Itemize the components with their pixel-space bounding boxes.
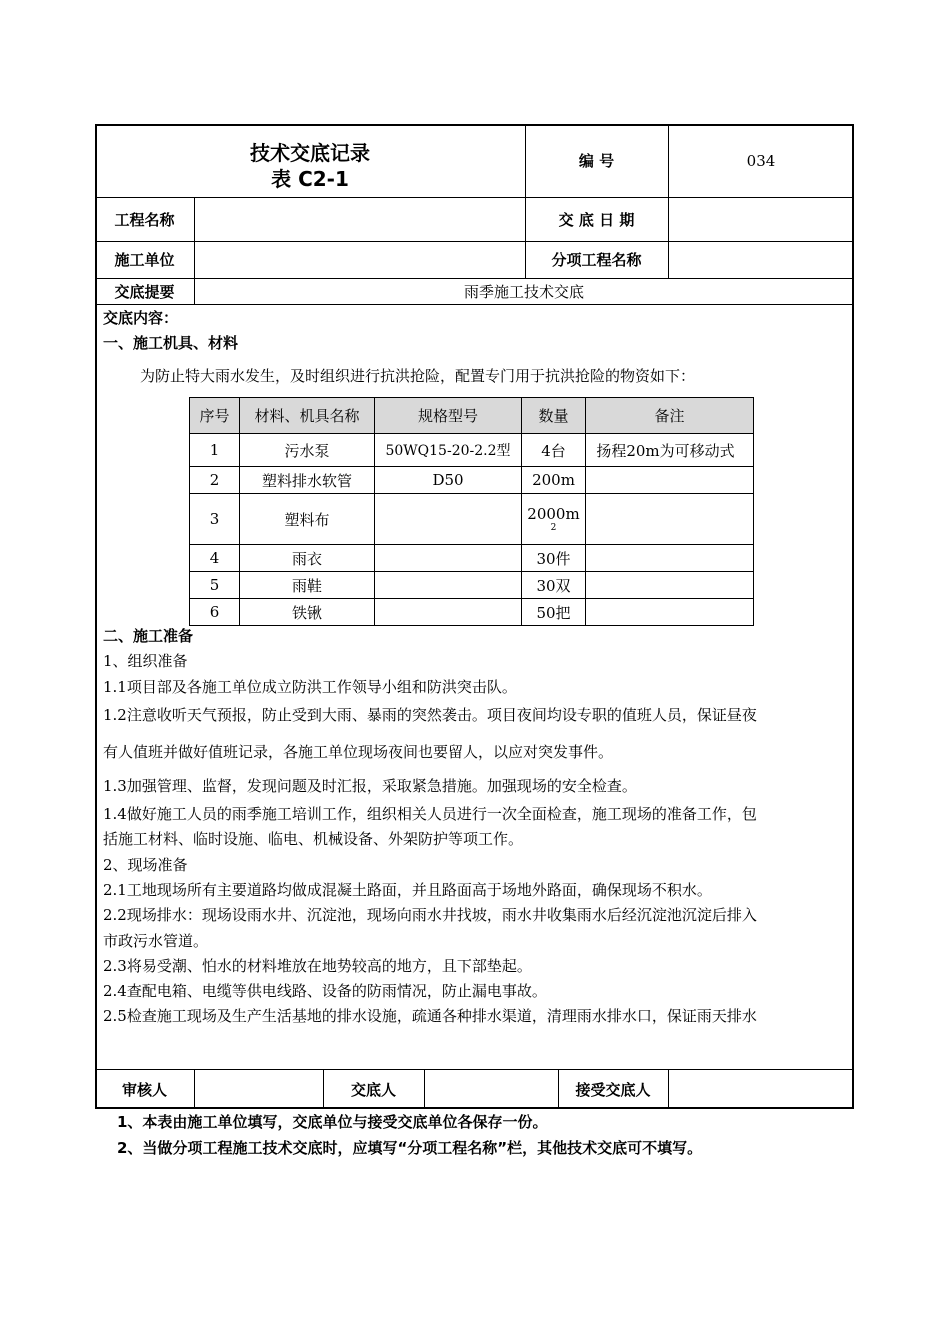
cell-note: 扬程20m为可移动式 xyxy=(586,434,754,467)
col-header: 数量 xyxy=(522,398,586,434)
intro-text: 为防止特大雨水发生，及时组织进行抗洪抢险，配置专门用于抗洪抢险的物资如下： xyxy=(140,367,696,385)
cell-qty: 4台 xyxy=(522,434,586,467)
cell-qty: 200m xyxy=(522,467,586,494)
section1-title: 一、施工机具、材料 xyxy=(103,334,239,352)
paragraph: 1.4做好施工人员的雨季施工培训工作，组织相关人员进行一次全面检查，施工现场的准备工作，包 xyxy=(103,805,757,823)
receiver-field[interactable] xyxy=(668,1069,854,1109)
date-label: 交 底 日 期 xyxy=(558,210,635,229)
col-header: 序号 xyxy=(190,398,240,434)
cell-note xyxy=(586,467,754,494)
cell-note xyxy=(586,599,754,626)
cell-no: 3 xyxy=(190,494,240,545)
cell-no: 2 xyxy=(190,467,240,494)
reviewer-field[interactable] xyxy=(194,1069,323,1109)
paragraph: 市政污水管道。 xyxy=(103,932,209,950)
cell-name: 塑料排水软管 xyxy=(240,467,375,494)
discloser-field[interactable] xyxy=(424,1069,558,1109)
cell-name: 塑料布 xyxy=(240,494,375,545)
table-row xyxy=(190,599,754,626)
cell-spec xyxy=(375,494,522,545)
cell-note xyxy=(586,494,754,545)
cell-spec: D50 xyxy=(375,467,522,494)
note-2: 2、当做分项工程施工技术交底时，应填写“分项工程名称”栏，其他技术交底可不填写。 xyxy=(117,1139,703,1157)
col-header: 备注 xyxy=(586,398,754,434)
cell-spec xyxy=(375,572,522,599)
cell-no: 4 xyxy=(190,545,240,572)
cell-name: 雨衣 xyxy=(240,545,375,572)
project-name-field[interactable] xyxy=(194,197,525,241)
paragraph: 1.2注意收听天气预报，防止受到大雨、暴雨的突然袭击。项目夜间均设专职的值班人员，保证昼夜 xyxy=(103,706,757,724)
section2-title: 二、施工准备 xyxy=(103,627,194,645)
qty-superscript: 2 xyxy=(550,523,557,533)
cell-qty xyxy=(522,494,586,545)
cell-no: 5 xyxy=(190,572,240,599)
qty-value: 2000m xyxy=(527,505,580,523)
sub-project-field[interactable] xyxy=(668,241,854,278)
table-row xyxy=(190,434,754,467)
cell-name: 雨鞋 xyxy=(240,572,375,599)
cell-spec xyxy=(375,599,522,626)
note-1: 1、本表由施工单位填写，交底单位与接受交底单位各保存一份。 xyxy=(117,1113,548,1131)
cell-spec: 50WQ15-20-2.2型 xyxy=(375,434,522,467)
paragraph: 1.3加强管理、监督，发现问题及时汇报，采取紧急措施。加强现场的安全检查。 xyxy=(103,777,637,795)
contractor-label: 施工单位 xyxy=(114,251,175,269)
table-row xyxy=(190,467,754,494)
sub-project-label: 分项工程名称 xyxy=(551,251,642,269)
rule xyxy=(95,304,854,305)
contractor-field[interactable] xyxy=(194,241,525,278)
discloser-label: 交底人 xyxy=(350,1080,396,1099)
table-row xyxy=(190,494,754,545)
cell-no: 6 xyxy=(190,599,240,626)
number-label: 编 号 xyxy=(578,152,615,170)
paragraph: 1.1项目部及各施工单位成立防洪工作领导小组和防洪突击队。 xyxy=(103,678,517,696)
cell-note xyxy=(586,545,754,572)
cell-spec xyxy=(375,545,522,572)
table-row xyxy=(190,545,754,572)
cell-qty: 30件 xyxy=(522,545,586,572)
form-code: 表 C2-1 xyxy=(271,166,349,191)
summary-value: 雨季施工技术交底 xyxy=(463,282,584,301)
receiver-label: 接受交底人 xyxy=(575,1080,651,1099)
org-title: 1、组织准备 xyxy=(103,652,188,670)
form-title: 技术交底记录 xyxy=(250,140,370,165)
cell-name: 铁锹 xyxy=(240,599,375,626)
cell-note xyxy=(586,572,754,599)
number-value: 034 xyxy=(746,151,776,170)
site-title: 2、现场准备 xyxy=(103,856,188,874)
cell-no: 1 xyxy=(190,434,240,467)
project-name-label: 工程名称 xyxy=(114,210,175,229)
paragraph: 括施工材料、临时设施、临电、机械设备、外架防护等项工作。 xyxy=(103,830,524,848)
content-heading: 交底内容： xyxy=(103,309,179,327)
cell-qty: 30双 xyxy=(522,572,586,599)
reviewer-label: 审核人 xyxy=(121,1080,167,1099)
table-row xyxy=(190,572,754,599)
date-field[interactable] xyxy=(668,197,854,241)
cell-name: 污水泵 xyxy=(240,434,375,467)
materials-table xyxy=(189,397,754,626)
col-header: 材料、机具名称 xyxy=(240,398,375,434)
paragraph: 2.2现场排水：现场设雨水井、沉淀池，现场向雨水井找坡，雨水井收集雨水后经沉淀池沉淀后排入 xyxy=(103,906,757,924)
paragraph: 2.4查配电箱、电缆等供电线路、设备的防雨情况，防止漏电事故。 xyxy=(103,982,547,1000)
paragraph: 有人值班并做好值班记录，各施工单位现场夜间也要留人，以应对突发事件。 xyxy=(103,743,614,761)
paragraph: 2.3将易受潮、怕水的材料堆放在地势较高的地方，且下部垫起。 xyxy=(103,957,532,975)
paragraph: 2.1工地现场所有主要道路均做成混凝土路面，并且路面高于场地外路面，确保现场不积水。 xyxy=(103,881,712,899)
table-header-row xyxy=(190,398,754,434)
cell-qty: 50把 xyxy=(522,599,586,626)
col-header: 规格型号 xyxy=(375,398,522,434)
paragraph: 2.5检查施工现场及生产生活基地的排水设施，疏通各种排水渠道，清理雨水排水口，保证雨天排水 xyxy=(103,1007,757,1025)
summary-label: 交底提要 xyxy=(114,282,175,301)
